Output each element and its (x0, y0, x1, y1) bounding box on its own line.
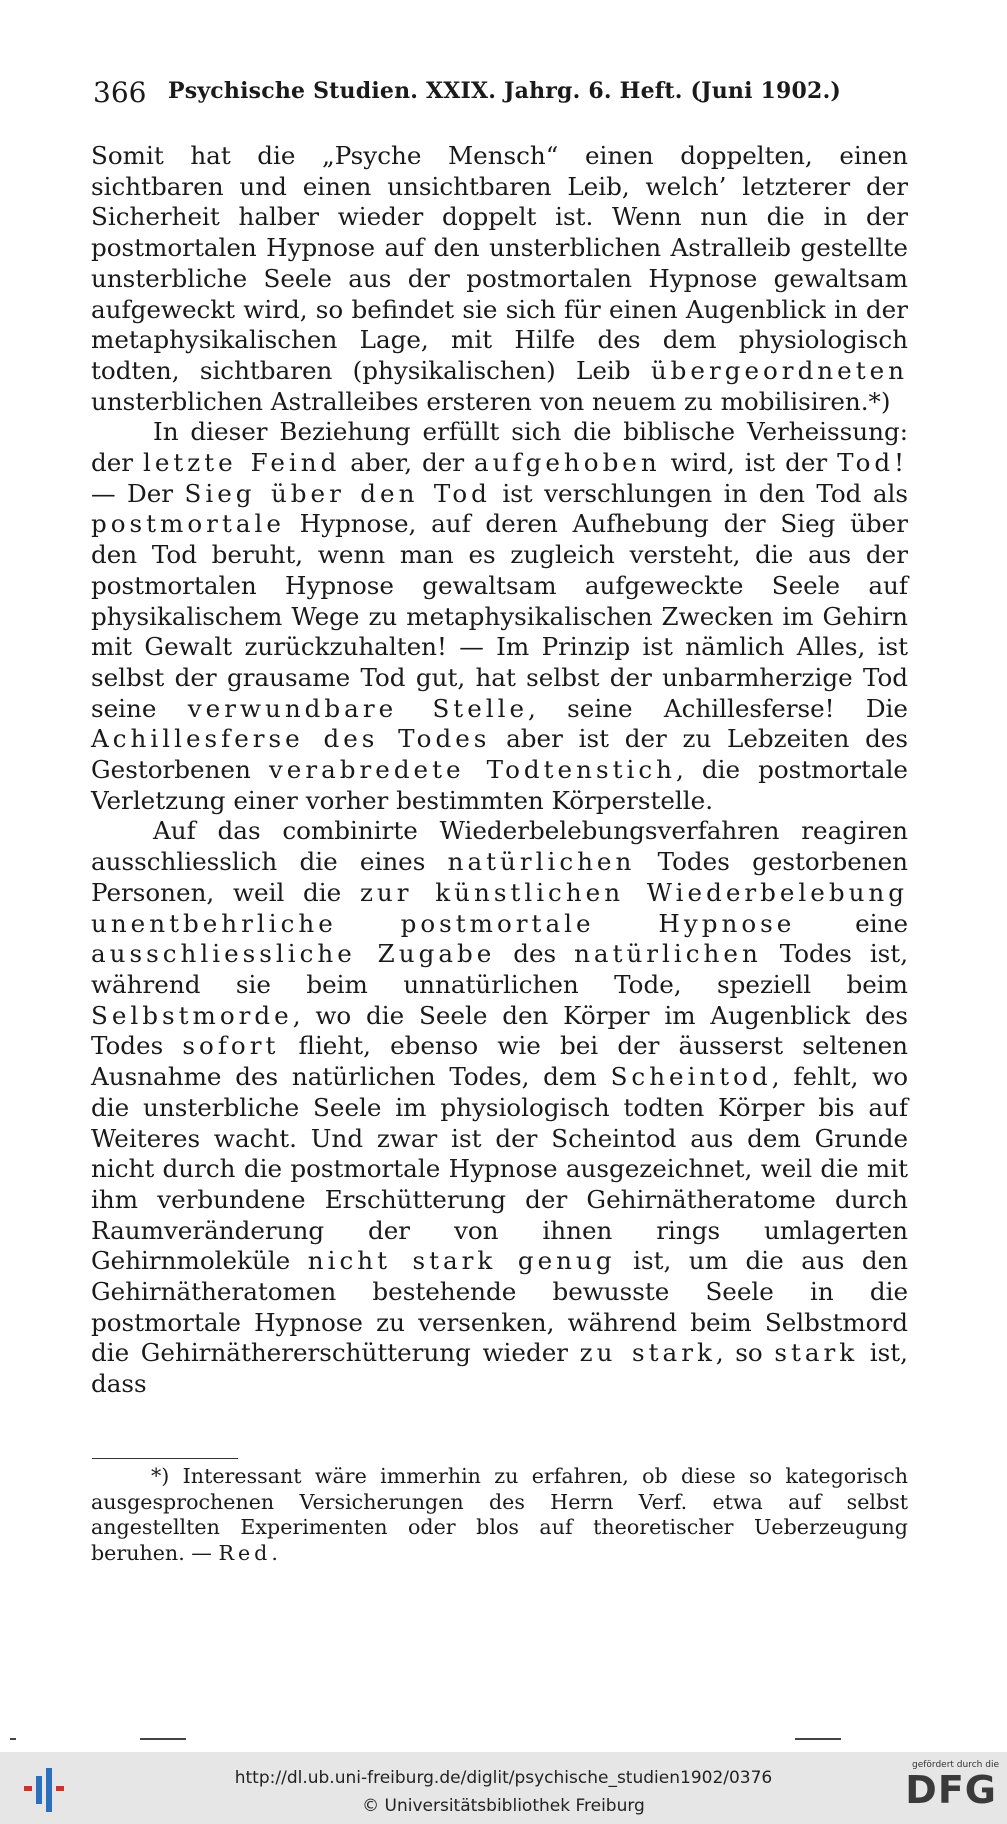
text-run: flieht, ebenso wie bei der äusserst seltenen Ausnahme des natürlichen Todes, dem (91, 1031, 908, 1092)
spaced-text: Achillesferse des Todes (91, 724, 491, 754)
spaced-text: verwundbare Stelle (187, 693, 529, 723)
text-run: Todes ist, während sie beim unnatürlichen Tode, speziell beim (91, 939, 909, 999)
spaced-text: natürlichen (447, 847, 636, 877)
spaced-text: Sieg über den Tod (184, 478, 491, 508)
text-run: ist verschlungen in den Tod als (490, 478, 909, 508)
spaced-text: zu stark (579, 1338, 716, 1368)
footnote-divider (92, 1458, 238, 1459)
scan-mark (10, 1738, 16, 1740)
text-run: Somit hat die „Psyche Mensch“ einen doppelten, einen sichtbaren und einen unsichtbaren Leib, welch’ letzterer der Sicherheit halber wieder doppelt ist. Wenn nun die in der postmortalen Hypnose auf den unsterblichen Astralleib gestellte unsterbliche Seele aus der postmortalen Hypnose gewaltsam aufgeweckt wird, so befindet sie sich für einen Augenblick in der metaphysikalischen Lage, mit Hilfe des dem physiologisch todten, sichtbaren (physikalischen) Leib (91, 141, 908, 385)
dfg-logo: DFG (905, 1768, 997, 1812)
scan-mark (795, 1738, 841, 1740)
text-run: unsterblichen Astralleibes ersteren von neuem zu mobilisiren.*) (91, 386, 891, 416)
running-header (93, 76, 905, 112)
paragraph-1 (91, 141, 908, 417)
text-run: wird, ist der (660, 448, 838, 478)
text-run: Todes gestorbenen Personen, weil die (91, 847, 908, 907)
text-run: , wo die Seele den Körper im Augenblick des Todes (91, 1000, 908, 1061)
spaced-text: natürlichen (574, 939, 762, 969)
text-run: aber ist der zu Lebzeiten des Gestorbenen (91, 724, 908, 785)
running-title: Psychische Studien. XXIX. Jahrg. 6. Heft. (Juni 1902.) (168, 78, 842, 104)
text-run: In dieser Beziehung erfüllt sich die biblische Verheissung: der (91, 417, 908, 478)
text-run: , seine Achillesferse! Die (528, 693, 908, 723)
main-text (91, 141, 908, 1400)
paragraph-3 (91, 816, 908, 1399)
spaced-text: übergeordneten (650, 355, 908, 385)
spaced-text: Scheintod (610, 1062, 772, 1092)
text-run: — Der (91, 478, 185, 508)
text-run: , fehlt, wo die unsterbliche Seele im physiologisch todten Körper bis auf Weiteres wacht. Und zwar ist der Scheintod aus dem Grunde nicht durch die postmortale Hypnose ausgezeichnet, weil die mit ihm verbundene Erschütterung der Gehirnätheratome durch Raumveränderung der von ihnen rings umlagerten Gehirnmoleküle (91, 1062, 909, 1276)
text-run: ist, dass (91, 1338, 908, 1399)
spaced-text: Selbstmorde (91, 1000, 293, 1030)
scan-mark (140, 1738, 186, 1740)
spaced-text: stark (774, 1338, 859, 1368)
document-url-link[interactable]: http://dl.ub.uni-freiburg.de/diglit/psychische_studien1902/0376 (234, 1768, 773, 1788)
page-number: 366 (93, 76, 147, 109)
footnote (91, 1464, 908, 1566)
dfg-caption: gefördert durch die (912, 1760, 999, 1770)
text-run: Hypnose, auf deren Aufhebung der Sieg über den Tod beruht, wenn man es zugleich versteht, die aus der postmortalen Hypnose gewaltsam aufgeweckte Seele auf physikalischem Wege zu metaphysikalischen Zwecken im Gehirn mit Gewalt zurückzuhalten! — Im Prinzip ist nämlich Alles, ist selbst der grausame Tod gut, hat selbst der unbarmherzige Tod seine (91, 509, 908, 723)
spaced-text: sofort (182, 1031, 280, 1061)
spaced-text: ausschliessliche Zugabe (91, 939, 496, 969)
text-run: , so (715, 1338, 775, 1368)
text-run: Auf das combinirte Wiederbelebungsverfahren reagiren ausschliesslich die eines (91, 816, 908, 877)
text-run: eine (795, 908, 908, 938)
spaced-text: zur künstlichen Wiederbelebung unentbehrliche postmortale Hypnose (91, 877, 909, 938)
spaced-text: postmortale (91, 509, 285, 539)
spaced-text: letzte Feind (142, 448, 341, 478)
spaced-text: aufgehoben (474, 448, 661, 478)
paragraph-2 (91, 417, 908, 816)
text-run: des (495, 939, 575, 969)
viewer-footer (0, 1752, 1007, 1824)
spaced-text: nicht stark genug (307, 1246, 616, 1276)
footnote-text: *) Interessant wäre immerhin zu erfahren, ob diese so kategorisch ausgesprochenen Versicherungen des Herrn Verf. etwa auf selbst angestellten Experimenten oder blos auf theoretischer Ueberzeugung beruhen. — (91, 1464, 908, 1565)
text-run: , die postmortale Verletzung einer vorher bestimmten Körperstelle. (91, 755, 908, 815)
footnote-signature: Red. (218, 1540, 282, 1565)
copyright-notice: © Universitätsbibliothek Freiburg (362, 1796, 645, 1816)
spaced-text: Tod! (837, 448, 909, 478)
text-run: ist, um die aus den Gehirnätheratomen bestehende bewusste Seele in die postmortale Hypnose zu versenken, während beim Selbstmord die Gehirnäthererschütterung wieder (91, 1246, 908, 1368)
spaced-text: verabredete Todtenstich (268, 755, 676, 785)
scan-marks (0, 1730, 1007, 1750)
text-run: aber, der (340, 448, 475, 478)
